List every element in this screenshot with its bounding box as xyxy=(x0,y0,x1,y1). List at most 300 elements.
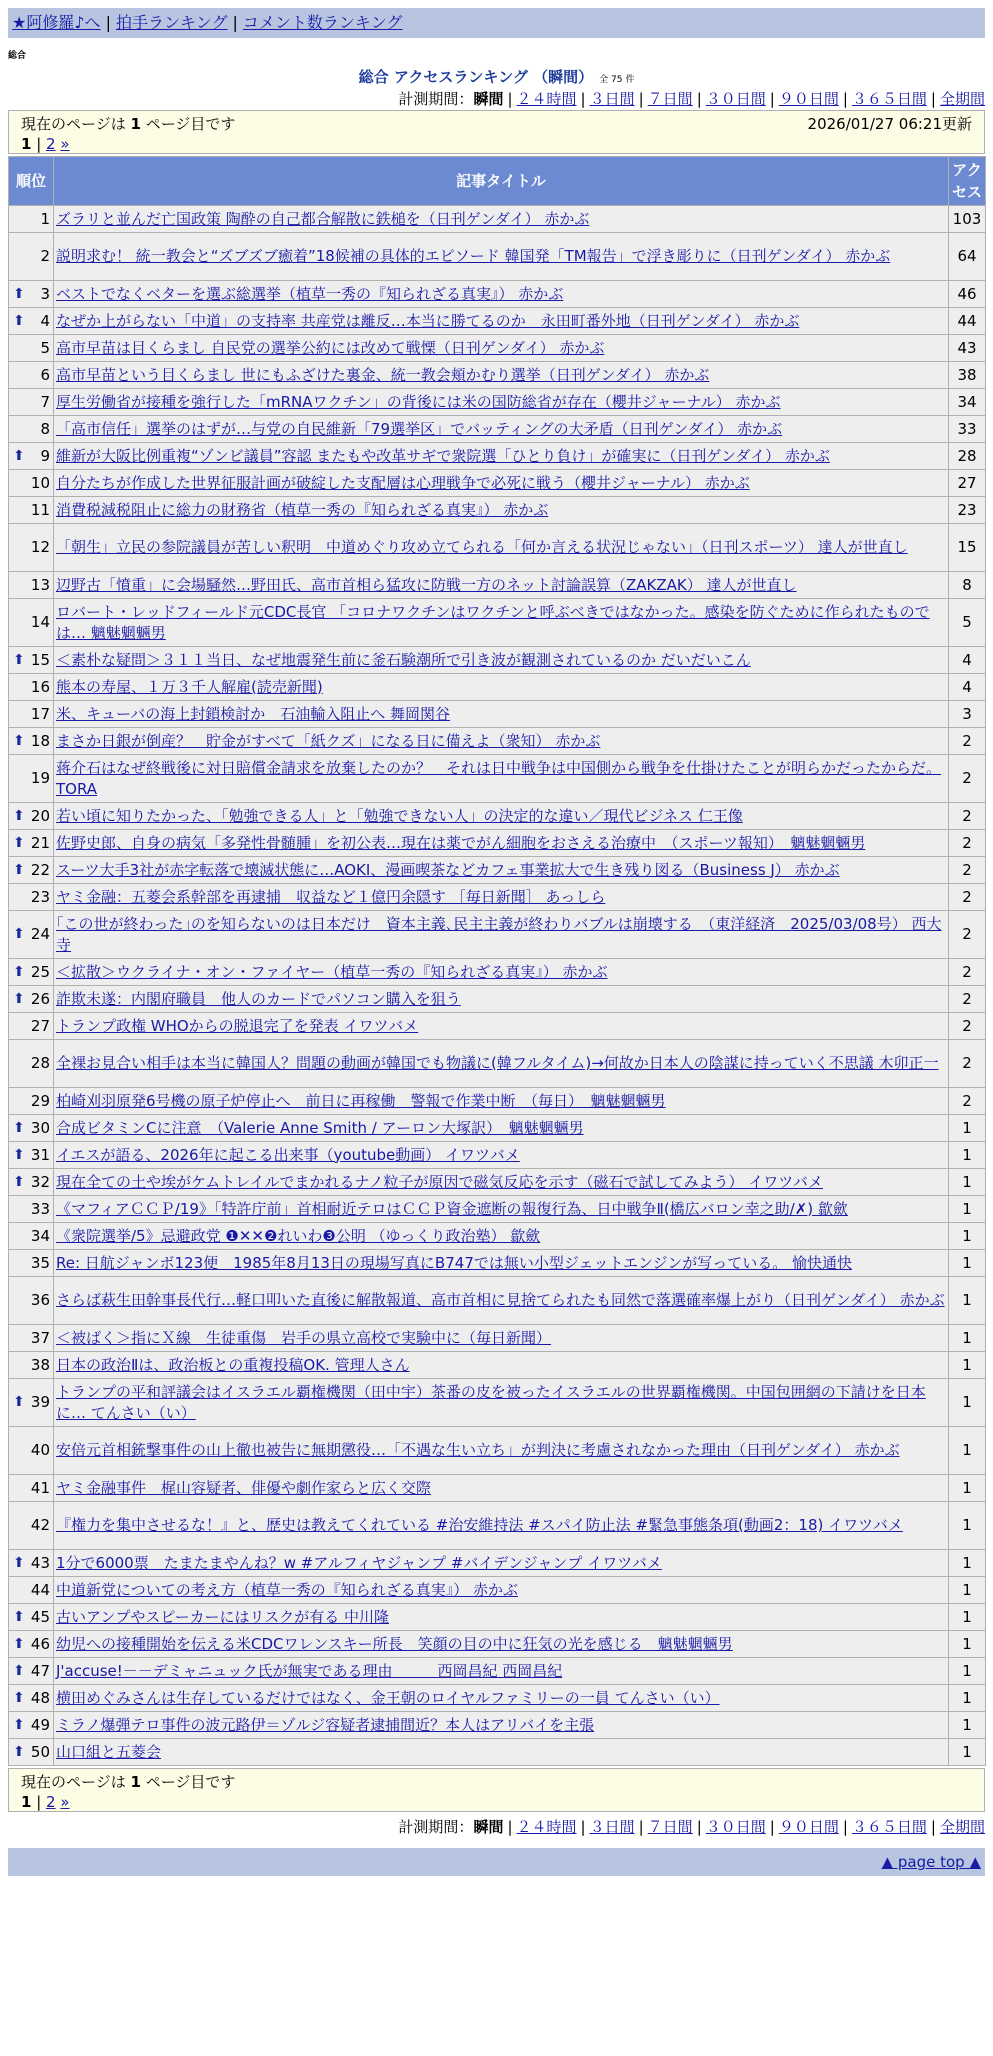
rank-up-arrow-icon: ⬆ xyxy=(13,1716,25,1733)
article-title-link[interactable]: スーツ大手3社が赤字転落で壊滅状態に…AOKI、漫画喫茶などカフェ事業拡大で生き残り図る（Business J） 赤かぶ xyxy=(56,860,840,879)
rank-cell xyxy=(9,1577,54,1604)
period-selector-bottom xyxy=(8,1816,985,1838)
table-row xyxy=(9,308,986,335)
rank-number: 31 xyxy=(30,1145,50,1164)
access-count: 27 xyxy=(949,470,986,497)
article-title-link[interactable]: 高市早苗は目くらまし 自民党の選挙公約には改めて戦慄（日刊ゲンダイ） 赤かぶ xyxy=(56,338,605,357)
page-top-link[interactable]: ▲ page top ▲ xyxy=(881,1853,981,1871)
title-cell xyxy=(54,1550,949,1577)
article-title-link[interactable]: 山口組と五菱会 xyxy=(56,1742,162,1761)
rank-number: 17 xyxy=(30,704,50,723)
access-count: 1 xyxy=(949,1142,986,1169)
rank-number: 47 xyxy=(30,1661,50,1680)
article-title-link[interactable]: J'accuse!－－デミャニュック氏が無実である理由 西岡昌紀 西岡昌紀 xyxy=(56,1661,563,1680)
period-bottom-current: 瞬間 xyxy=(473,1818,504,1836)
rank-number: 27 xyxy=(30,1016,50,1035)
rank-number: 11 xyxy=(30,500,50,519)
article-title-link[interactable]: さらば萩生田幹事長代行…軽口叩いた直後に解散報道、高市首相に見捨てられたも同然で落選確率爆上がり（日刊ゲンダイ） 赤かぶ xyxy=(56,1291,945,1309)
rank-number: 12 xyxy=(30,538,50,556)
rank-cell xyxy=(9,1550,54,1577)
title-cell xyxy=(54,1142,949,1169)
article-title-link[interactable]: トランプ政権 WHOからの脱退完了を発表 イワツバメ xyxy=(56,1016,419,1035)
article-title-link[interactable]: 佐野史郎、自身の病気「多発性骨髄腫」を初公表…現在は薬でがん細胞をおさえる治療中 （スポーツ報知） 魑魅魍魎男 xyxy=(56,833,866,852)
article-title-link[interactable]: 詐欺未遂：内閣府職員 他人のカードでパソコン購入を狙う xyxy=(56,989,461,1008)
article-title-link[interactable]: 全裸お見合い相手は本当に韓国人？問題の動画が韓国でも物議に(韓フルタイム)→何故か日本人の陰謀に持っていく不思議 木卯正一 xyxy=(56,1054,939,1072)
rank-cell xyxy=(9,728,54,755)
article-title-link[interactable]: ミラノ爆弾テロ事件の波元路伊＝ゾルジ容疑者逮捕間近？本人はアリバイを主張 xyxy=(56,1715,595,1734)
rank-number: 14 xyxy=(30,613,50,631)
table-row xyxy=(9,674,986,701)
table-row xyxy=(9,443,986,470)
nav-link-2[interactable]: コメント数ランキング xyxy=(242,13,403,32)
article-title-link[interactable]: 柏崎刈羽原発6号機の原子炉停止へ 前日に再稼働 警報で作業中断 （毎日） 魑魅魍魎男 xyxy=(56,1091,666,1110)
period-top-current: 瞬間 xyxy=(473,90,504,108)
rank-up-arrow-icon: ⬆ xyxy=(13,926,25,942)
title-cell xyxy=(54,830,949,857)
table-row xyxy=(9,335,986,362)
rank-up-arrow-icon: ⬆ xyxy=(13,1554,25,1571)
rank-up-arrow-icon: ⬆ xyxy=(13,1662,25,1679)
title-cell xyxy=(54,884,949,911)
article-title-link[interactable]: 厚生労働省が接種を強行した「mRNAワクチン」の背後には米の国防総省が存在（櫻井ジャーナル） 赤かぶ xyxy=(56,392,781,411)
access-count: 2 xyxy=(949,1088,986,1115)
article-title-link[interactable]: 現在全ての土や埃がケムトレイルでまかれるナノ粒子が原因で磁気反応を示す（磁石で試してみよう） イワツバメ xyxy=(56,1172,823,1191)
access-count: 2 xyxy=(949,857,986,884)
rank-number: 18 xyxy=(30,731,50,750)
period-separator: | xyxy=(696,90,702,108)
rank-up-arrow-icon: ⬆ xyxy=(13,1119,25,1136)
rank-number: 29 xyxy=(30,1091,50,1110)
title-cell xyxy=(54,599,949,647)
access-count: 2 xyxy=(949,803,986,830)
table-row xyxy=(9,647,986,674)
period-bottom-link-6[interactable]: 全期間 xyxy=(939,1818,985,1836)
title-cell xyxy=(54,911,949,959)
access-count: 1 xyxy=(949,1325,986,1352)
col-header-title: 記事タイトル xyxy=(54,157,949,206)
table-row xyxy=(9,911,986,959)
rank-cell xyxy=(9,1427,54,1475)
article-title-link[interactable]: 「高市信任」選挙のはずが…与党の自民維新「79選挙区」でバッティングの大矛盾（日刊ゲンダイ） 赤かぶ xyxy=(56,419,783,438)
period-top-link-0[interactable]: ２４時間 xyxy=(516,90,577,108)
period-bottom-link-0[interactable]: ２４時間 xyxy=(516,1818,577,1836)
table-row xyxy=(9,728,986,755)
article-title-link[interactable]: 自分たちが作成した世界征服計画が破綻した支配層は心理戦争で必死に戦う（櫻井ジャーナル） 赤かぶ xyxy=(56,473,750,492)
rank-cell xyxy=(9,416,54,443)
rank-cell xyxy=(9,803,54,830)
col-header-rank: 順位 xyxy=(9,157,54,206)
title-cell xyxy=(54,1196,949,1223)
article-title-link[interactable]: ＜被ばく＞指にＸ線 生徒重傷 岩手の県立高校で実験中に（毎日新聞） xyxy=(56,1328,552,1347)
rank-number: 3 xyxy=(40,284,50,303)
access-count: 33 xyxy=(949,416,986,443)
rank-cell xyxy=(9,1088,54,1115)
rank-number: 42 xyxy=(30,1516,50,1534)
title-cell xyxy=(54,1013,949,1040)
period-bottom-link-3[interactable]: ３０日間 xyxy=(705,1818,766,1836)
article-title-link[interactable]: 日本の政治Ⅱは、政治板との重複投稿OK. 管理人さん xyxy=(56,1355,410,1374)
article-title-link[interactable]: 安倍元首相銃撃事件の山上徹也被告に無期懲役…「不遇な生い立ち」が判決に考慮されなかった理由（日刊ゲンダイ） 赤かぶ xyxy=(56,1441,900,1459)
period-separator: | xyxy=(638,90,644,108)
rank-up-arrow-icon: ⬆ xyxy=(13,1608,25,1625)
article-title-link[interactable]: なぜか上がらない「中道」の支持率 共産党は離反…本当に勝てるのか 永田町番外地（日刊ゲンダイ） 赤かぶ xyxy=(56,311,800,330)
access-count: 1 xyxy=(949,1712,986,1739)
rank-number: 5 xyxy=(40,338,50,357)
title-cell xyxy=(54,1088,949,1115)
title-cell xyxy=(54,1352,949,1379)
access-count: 8 xyxy=(949,572,986,599)
rank-cell xyxy=(9,1223,54,1250)
rank-cell xyxy=(9,233,54,281)
rank-cell xyxy=(9,1325,54,1352)
article-title-link[interactable]: トランプの平和評議会はイスラエル覇権機関（田中宇）茶番の皮を被ったイスラエルの世界覇権機関。中国包囲網の下請けを日本に… てんさい（い） xyxy=(56,1382,926,1422)
access-count: 1 xyxy=(949,1604,986,1631)
col-header-access: アクセス xyxy=(949,157,986,206)
table-row xyxy=(9,1712,986,1739)
rank-number: 25 xyxy=(30,962,50,981)
rank-up-arrow-icon: ⬆ xyxy=(13,834,25,851)
article-title-link[interactable]: 米、キューバの海上封鎖検討か 石油輸入阻止へ 舞岡関谷 xyxy=(56,704,451,723)
rank-cell xyxy=(9,1250,54,1277)
title-cell xyxy=(54,1712,949,1739)
access-count: 2 xyxy=(949,830,986,857)
access-count: 1 xyxy=(949,1223,986,1250)
rank-cell xyxy=(9,1115,54,1142)
rank-cell xyxy=(9,1196,54,1223)
article-title-link[interactable]: 消費税減税阻止に総力の財務省（植草一秀の『知られざる真実』） 赤かぶ xyxy=(56,500,549,519)
pager-bottom xyxy=(21,1793,972,1811)
period-top-link-6[interactable]: 全期間 xyxy=(939,90,985,108)
rank-cell xyxy=(9,1475,54,1502)
table-row xyxy=(9,1427,986,1475)
rank-cell xyxy=(9,701,54,728)
ranking-title: 総合 アクセスランキング （瞬間） xyxy=(358,68,594,86)
pager-top-link-1[interactable]: » xyxy=(60,135,70,153)
access-count: 1 xyxy=(949,1196,986,1223)
nav-link-1[interactable]: 拍手ランキング xyxy=(115,13,228,32)
title-cell xyxy=(54,1631,949,1658)
period-selector-top xyxy=(8,88,985,110)
period-bottom-link-1[interactable]: ３日間 xyxy=(589,1818,635,1836)
article-title-link[interactable]: 《マフィアＣＣＰ/19》「特許庁前」首相耐近テロはＣＣＰ資金遮断の報復行為、日中戦争Ⅱ(橋広バロン幸之助/✗) 歙歛 xyxy=(56,1199,848,1218)
rank-number: 21 xyxy=(30,833,50,852)
table-row xyxy=(9,1040,986,1088)
rank-cell xyxy=(9,911,54,959)
rank-cell xyxy=(9,362,54,389)
rank-number: 19 xyxy=(30,769,50,787)
rank-number: 9 xyxy=(40,446,50,465)
access-count: 38 xyxy=(949,362,986,389)
rank-cell xyxy=(9,1277,54,1325)
table-row xyxy=(9,1658,986,1685)
access-count: 1 xyxy=(949,1115,986,1142)
nav-link-0[interactable]: ★阿修羅♪へ xyxy=(12,13,101,32)
article-title-link[interactable]: 維新が大阪比例重複“ゾンビ議員”容認 またもや改革サギで衆院選「ひとり負け」が確実に（日刊ゲンダイ） 赤かぶ xyxy=(56,446,830,465)
period-separator: | xyxy=(930,90,936,108)
table-row xyxy=(9,416,986,443)
access-count: 23 xyxy=(949,497,986,524)
access-count: 43 xyxy=(949,335,986,362)
rank-number: 26 xyxy=(30,989,50,1008)
rank-cell xyxy=(9,335,54,362)
period-separator: | xyxy=(507,90,513,108)
access-count: 2 xyxy=(949,959,986,986)
title-cell xyxy=(54,470,949,497)
table-row xyxy=(9,206,986,233)
article-title-link[interactable]: ｢この世が終わった｣のを知らないのは日本だけ 資本主義､民主主義が終わりバブルは崩壊する （東洋経済 2025/03/08号） 西大寺 xyxy=(56,914,942,954)
title-cell xyxy=(54,1427,949,1475)
table-row xyxy=(9,1631,986,1658)
ranking-table xyxy=(8,156,986,1766)
article-title-link[interactable]: 1分で6000票 たまたまやんね？w #アルフィヤジャンプ #バイデンジャンプ イワツバメ xyxy=(56,1553,662,1572)
title-cell xyxy=(54,1685,949,1712)
table-row xyxy=(9,599,986,647)
title-cell xyxy=(54,986,949,1013)
rank-number: 23 xyxy=(30,887,50,906)
access-count: 1 xyxy=(949,1577,986,1604)
table-row xyxy=(9,233,986,281)
article-title-link[interactable]: 説明求む！ 統一教会と“ズブズブ癒着”18候補の具体的エピソード 韓国発「TM報告」で浮き彫りに（日刊ゲンダイ） 赤かぶ xyxy=(56,247,891,265)
rank-number: 43 xyxy=(30,1553,50,1572)
access-count: 64 xyxy=(949,233,986,281)
article-title-link[interactable]: ヤミ金融事件 梶山容疑者、俳優や劇作家らと広く交際 xyxy=(56,1478,432,1497)
article-title-link[interactable]: 古いアンプやスピーカーにはリスクが有る 中川隆 xyxy=(56,1607,389,1626)
title-cell xyxy=(54,755,949,803)
article-title-link[interactable]: 高市早苗という目くらまし 世にもふざけた裏金、統一教会頬かむり選挙（日刊ゲンダイ） 赤かぶ xyxy=(56,365,710,384)
period-separator: | xyxy=(507,1818,513,1836)
rank-number: 7 xyxy=(40,392,50,411)
rank-number: 30 xyxy=(30,1118,50,1137)
rank-number: 10 xyxy=(30,473,50,492)
table-row xyxy=(9,986,986,1013)
pager-bottom-link-1[interactable]: » xyxy=(60,1793,70,1811)
rank-cell xyxy=(9,470,54,497)
period-separator: | xyxy=(930,1818,936,1836)
rank-up-arrow-icon: ⬆ xyxy=(13,1635,25,1652)
access-count: 2 xyxy=(949,1013,986,1040)
table-row xyxy=(9,1352,986,1379)
title-cell xyxy=(54,1739,949,1766)
article-title-link[interactable]: Re: 日航ジャンボ123便 1985年8月13日の現場写真にB747では無い小型ジェットエンジンが写っている。 愉快通快 xyxy=(56,1253,852,1272)
rank-number: 46 xyxy=(30,1634,50,1653)
period-top-link-1[interactable]: ３日間 xyxy=(589,90,635,108)
rank-number: 39 xyxy=(30,1393,50,1411)
title-cell xyxy=(54,701,949,728)
access-count: 2 xyxy=(949,1040,986,1088)
title-cell xyxy=(54,1250,949,1277)
rank-number: 40 xyxy=(30,1441,50,1459)
rank-cell xyxy=(9,1013,54,1040)
period-separator: | xyxy=(638,1818,644,1836)
rank-cell xyxy=(9,1142,54,1169)
article-title-link[interactable]: まさか日銀が倒産？ 貯金がすべて「紙クズ」になる日に備えよ（衆知） 赤かぶ xyxy=(56,731,601,750)
title-cell xyxy=(54,524,949,572)
article-title-link[interactable]: 熊本の寿屋、１万３千人解雇(読売新聞) xyxy=(56,677,323,696)
rank-up-arrow-icon: ⬆ xyxy=(13,285,25,302)
access-count: 15 xyxy=(949,524,986,572)
title-cell xyxy=(54,1277,949,1325)
rank-cell xyxy=(9,206,54,233)
article-title-link[interactable]: 合成ビタミンCに注意 （Valerie Anne Smith / アーロン大塚訳） 魑魅魍魎男 xyxy=(56,1118,584,1137)
total-count: 全 75 件 xyxy=(599,75,635,85)
access-count: 5 xyxy=(949,599,986,647)
article-title-link[interactable]: イエスが語る、2026年に起こる出来事（youtube動画） イワツバメ xyxy=(56,1145,520,1164)
rank-cell xyxy=(9,1739,54,1766)
pager-top-current: 1 xyxy=(21,135,32,153)
table-row xyxy=(9,701,986,728)
rank-number: 41 xyxy=(30,1478,50,1497)
period-bottom-label: 計測期間： xyxy=(398,1818,474,1836)
rank-cell xyxy=(9,884,54,911)
rank-number: 24 xyxy=(30,925,50,943)
rank-cell xyxy=(9,1712,54,1739)
rank-number: 22 xyxy=(30,860,50,879)
table-row xyxy=(9,1277,986,1325)
article-title-link[interactable]: ＜素朴な疑問＞３１１当日、なぜ地震発生前に釜石験潮所で引き波が観測されているのか だいだいこん xyxy=(56,650,751,669)
table-row xyxy=(9,1169,986,1196)
rank-cell xyxy=(9,1502,54,1550)
title-cell xyxy=(54,233,949,281)
access-count: 1 xyxy=(949,1502,986,1550)
article-title-link[interactable]: ロバート・レッドフィールド元CDC長官 「コロナワクチンはワクチンと呼ぶべきではなかった。感染を防ぐために作られたものでは… 魑魅魍魎男 xyxy=(56,602,930,642)
title-cell xyxy=(54,1223,949,1250)
table-row xyxy=(9,1502,986,1550)
title-cell xyxy=(54,443,949,470)
access-count: 1 xyxy=(949,1475,986,1502)
title-cell xyxy=(54,281,949,308)
section-tag: 総合 xyxy=(8,51,27,61)
title-cell xyxy=(54,647,949,674)
title-cell xyxy=(54,674,949,701)
article-title-link[interactable]: 中道新党についての考え方（植草一秀の『知られざる真実』） 赤かぶ xyxy=(56,1580,518,1599)
access-count: 1 xyxy=(949,1250,986,1277)
table-row xyxy=(9,1325,986,1352)
rank-up-arrow-icon: ⬆ xyxy=(13,732,25,749)
top-nav xyxy=(8,8,985,38)
period-top-link-2[interactable]: ７日間 xyxy=(647,90,693,108)
rank-up-arrow-icon: ⬆ xyxy=(13,651,25,668)
article-title-link[interactable]: 蒋介石はなぜ終戦後に対日賠償金請求を放棄したのか？ それは日中戦争は中国側から戦争を仕掛けたことが明らかだったからだ。 TORA xyxy=(56,758,942,798)
rank-cell xyxy=(9,1631,54,1658)
access-count: 2 xyxy=(949,728,986,755)
period-bottom-link-5[interactable]: ３６５日間 xyxy=(851,1818,927,1836)
access-count: 1 xyxy=(949,1550,986,1577)
access-count: 1 xyxy=(949,1685,986,1712)
rank-number: 8 xyxy=(40,419,50,438)
rank-number: 44 xyxy=(30,1580,50,1599)
title-cell xyxy=(54,362,949,389)
current-page-text: 現在のページは 1 ページ目です xyxy=(21,115,236,133)
rank-number: 1 xyxy=(40,209,50,228)
rank-number: 33 xyxy=(30,1199,50,1218)
title-cell xyxy=(54,416,949,443)
period-top-link-4[interactable]: ９０日間 xyxy=(778,90,839,108)
rank-up-arrow-icon: ⬆ xyxy=(13,990,25,1007)
pager-separator: | xyxy=(31,1793,47,1811)
pager-top-link-0[interactable]: 2 xyxy=(46,135,56,153)
access-count: 1 xyxy=(949,1631,986,1658)
table-row xyxy=(9,362,986,389)
rank-up-arrow-icon: ⬆ xyxy=(13,963,25,980)
rank-number: 32 xyxy=(30,1172,50,1191)
period-separator: | xyxy=(769,90,775,108)
title-cell xyxy=(54,1604,949,1631)
period-top-link-5[interactable]: ３６５日間 xyxy=(851,90,927,108)
title-cell xyxy=(54,308,949,335)
table-row xyxy=(9,1115,986,1142)
table-row xyxy=(9,830,986,857)
article-title-link[interactable]: ズラリと並んだ亡国政策 陶酔の自己都合解散に鉄槌を（日刊ゲンダイ） 赤かぶ xyxy=(56,209,590,228)
rank-up-arrow-icon: ⬆ xyxy=(13,1146,25,1163)
rank-cell xyxy=(9,674,54,701)
rank-cell xyxy=(9,389,54,416)
article-title-link[interactable]: 横田めぐみさんは生存しているだけではなく、金王朝のロイヤルファミリーの一員 てんさい（い） xyxy=(56,1688,720,1707)
table-row xyxy=(9,1379,986,1427)
title-cell xyxy=(54,959,949,986)
access-count: 4 xyxy=(949,647,986,674)
title-cell xyxy=(54,1658,949,1685)
title-cell xyxy=(54,1502,949,1550)
rank-number: 6 xyxy=(40,365,50,384)
article-title-link[interactable]: 《衆院選挙/5》忌避政党 ❶✕✕❷れいわ❸公明 （ゆっくり政治塾） 歙歛 xyxy=(56,1226,541,1245)
article-title-link[interactable]: 若い頃に知りたかった、「勉強できる人」と「勉強できない人」の決定的な違い／現代ビジネス 仁王像 xyxy=(56,806,743,825)
table-header-row xyxy=(9,157,986,206)
article-title-link[interactable]: ヤミ金融：五菱会系幹部を再逮捕 収益など１億円余隠す ［毎日新聞］ あっしら xyxy=(56,887,606,906)
period-top-link-3[interactable]: ３０日間 xyxy=(705,90,766,108)
rank-number: 48 xyxy=(30,1688,50,1707)
pager-bottom-link-0[interactable]: 2 xyxy=(46,1793,56,1811)
title-cell xyxy=(54,857,949,884)
rank-up-arrow-icon: ⬆ xyxy=(13,1689,25,1706)
rank-number: 16 xyxy=(30,677,50,696)
article-title-link[interactable]: 『権力を集中させるな！』と、歴史は教えてくれている #治安維持法 #スパイ防止法 #緊急事態条項(動画2：18) イワツバメ xyxy=(56,1516,903,1534)
title-cell xyxy=(54,1577,949,1604)
rank-cell xyxy=(9,308,54,335)
table-row xyxy=(9,857,986,884)
rank-number: 20 xyxy=(30,806,50,825)
title-cell xyxy=(54,728,949,755)
rank-cell xyxy=(9,572,54,599)
rank-cell xyxy=(9,830,54,857)
article-title-link[interactable]: 「朝生」立民の参院議員が苦しい釈明 中道めぐり攻め立てられる「何か言える状況じゃない」（日刊スポーツ） 達人が世直し xyxy=(56,538,908,556)
article-title-link[interactable]: ベストでなくベターを選ぶ総選挙（植草一秀の『知られざる真実』） 赤かぶ xyxy=(56,284,564,303)
table-row xyxy=(9,959,986,986)
rank-up-arrow-icon: ⬆ xyxy=(13,807,25,824)
period-separator: | xyxy=(580,90,586,108)
article-title-link[interactable]: 幼児への接種開始を伝える米CDCワレンスキー所長 笑顔の目の中に狂気の光を感じる 魑魅魍魎男 xyxy=(56,1634,733,1653)
access-count: 1 xyxy=(949,1379,986,1427)
access-count: 1 xyxy=(949,1658,986,1685)
article-title-link[interactable]: ＜拡散＞ウクライナ・オン・ファイヤー（植草一秀の『知られざる真実』） 赤かぶ xyxy=(56,962,608,981)
period-bottom-link-2[interactable]: ７日間 xyxy=(647,1818,693,1836)
rank-cell xyxy=(9,857,54,884)
period-bottom-link-4[interactable]: ９０日間 xyxy=(778,1818,839,1836)
rank-number: 34 xyxy=(30,1226,50,1245)
current-page-text-bottom: 現在のページは 1 ページ目です xyxy=(21,1773,236,1791)
article-title-link[interactable]: 辺野古「憤重」に会場騒然…野田氏、高市首相ら猛攻に防戦一方のネット討論誤算（ZAKZAK） 達人が世直し xyxy=(56,575,797,594)
title-cell xyxy=(54,572,949,599)
rank-number: 4 xyxy=(40,311,50,330)
rank-cell xyxy=(9,1685,54,1712)
period-separator: | xyxy=(842,1818,848,1836)
title-cell xyxy=(54,1040,949,1088)
rank-up-arrow-icon: ⬆ xyxy=(13,1743,25,1760)
pager-top xyxy=(21,135,972,153)
table-row xyxy=(9,572,986,599)
title-cell xyxy=(54,803,949,830)
access-count: 34 xyxy=(949,389,986,416)
pager-separator: | xyxy=(31,135,47,153)
